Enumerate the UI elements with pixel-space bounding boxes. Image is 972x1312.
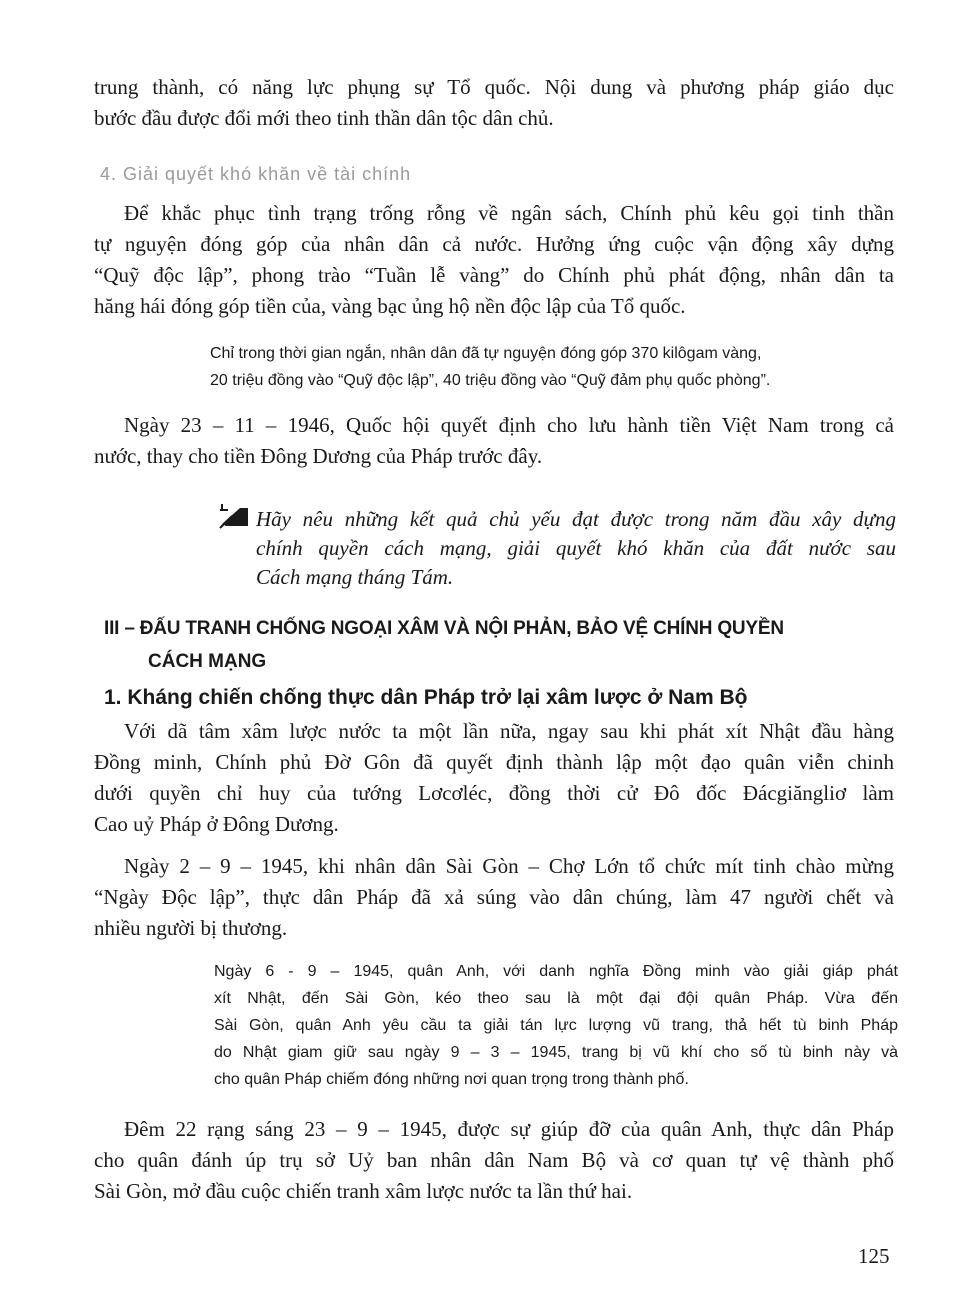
text-line: bước đầu được đổi mới theo tinh thần dân tộc dân chủ. [94, 106, 554, 130]
budget-paragraph [94, 198, 894, 322]
text-line: cho quân đánh úp trụ sở Uỷ ban nhân dân Nam Bộ và cơ quan tự vệ thành phố [94, 1148, 894, 1172]
heading-line: CÁCH MẠNG [148, 651, 267, 672]
note-british-arrival [214, 958, 898, 1093]
invasion-paragraph [94, 716, 894, 840]
heading-line: III – ĐẤU TRANH CHỐNG NGOẠI XÂM VÀ NỘI PHẢN, BẢO VỆ CHÍNH QUYỀN [104, 618, 784, 639]
pen-icon [218, 500, 252, 532]
text-line: nước, thay cho tiền Đông Dương của Pháp trước đây. [94, 444, 543, 468]
note-line: Ngày 6 - 9 – 1945, quân Anh, với danh nghĩa Đồng minh vào giải giáp phát [214, 963, 898, 980]
note-line: xít Nhật, đến Sài Gòn, kéo theo sau là một đại đội quân Pháp. Vừa đến [214, 990, 898, 1007]
note-line: cho quân Pháp chiếm đóng những nơi quan trọng trong thành phố. [214, 1071, 689, 1088]
text-line: Cao uỷ Pháp ở Đông Dương. [94, 812, 339, 836]
text-line: dưới quyền chỉ huy của tướng Lơcơléc, đồng thời cử Đô đốc Đácgiăngliơ làm [94, 781, 894, 805]
text-line: “Quỹ độc lập”, phong trào “Tuần lễ vàng” do Chính phủ phát động, nhân dân ta [94, 263, 894, 287]
section-3-heading [104, 612, 900, 678]
text-line: trung thành, có năng lực phụng sự Tổ quốc. Nội dung và phương pháp giáo dục [94, 75, 894, 99]
task-line: chính quyền cách mạng, giải quyết khó khăn của đất nước sau [256, 536, 896, 560]
task-line: Hãy nêu những kết quả chủ yếu đạt được trong năm đầu xây dựng [256, 507, 896, 531]
section-4-heading: 4. Giải quyết khó khăn về tài chính [100, 164, 412, 184]
top-paragraph [94, 72, 894, 134]
text-line: Đêm 22 rạng sáng 23 – 9 – 1945, được sự giúp đỡ của quân Anh, thực dân Pháp [124, 1117, 894, 1141]
text-line: Đồng minh, Chính phủ Đờ Gôn đã quyết định thành lập một đạo quân viễn chinh [94, 750, 894, 774]
text-line: nhiều người bị thương. [94, 916, 288, 940]
note-line: do Nhật giam giữ sau ngày 9 – 3 – 1945, trang bị vũ khí cho số tù binh này và [214, 1044, 898, 1061]
saigon-paragraph [94, 851, 894, 944]
text-line: tự nguyện đóng góp của nhân dân cả nước. Hưởng ứng cuộc vận động xây dựng [94, 232, 894, 256]
note-gold-contribution [210, 340, 898, 394]
text-line: Để khắc phục tình trạng trống rỗng về ngân sách, Chính phủ kêu gọi tinh thần [124, 201, 894, 225]
text-line: Ngày 2 – 9 – 1945, khi nhân dân Sài Gòn – Chợ Lớn tổ chức mít tinh chào mừng [124, 854, 894, 878]
text-line: Với dã tâm xâm lược nước ta một lần nữa, ngay sau khi phát xít Nhật đầu hàng [124, 719, 894, 743]
text-line: “Ngày Độc lập”, thực dân Pháp đã xả súng vào dân chúng, làm 47 người chết và [94, 885, 894, 909]
currency-paragraph [94, 410, 894, 472]
task-question [256, 505, 896, 592]
note-line: Sài Gòn, quân Anh yêu cầu ta giải tán lực lượng vũ trang, thả hết tù binh Pháp [214, 1017, 898, 1034]
subheading-1: 1. Kháng chiến chống thực dân Pháp trở lại xâm lược ở Nam Bộ [104, 686, 748, 709]
note-line: Chỉ trong thời gian ngắn, nhân dân đã tự nguyện đóng góp 370 kilôgam vàng, [210, 345, 762, 362]
text-line: Sài Gòn, mở đầu cuộc chiến tranh xâm lược nước ta lần thứ hai. [94, 1179, 633, 1203]
note-line: 20 triệu đồng vào “Quỹ độc lập”, 40 triệu đồng vào “Quỹ đảm phụ quốc phòng”. [210, 372, 771, 389]
night-attack-paragraph [94, 1114, 894, 1207]
text-line: Ngày 23 – 11 – 1946, Quốc hội quyết định cho lưu hành tiền Việt Nam trong cả [124, 413, 894, 437]
task-line: Cách mạng tháng Tám. [256, 565, 454, 589]
page-number: 125 [858, 1244, 890, 1268]
text-line: hăng hái đóng góp tiền của, vàng bạc ủng hộ nền độc lập của Tổ quốc. [94, 294, 686, 318]
